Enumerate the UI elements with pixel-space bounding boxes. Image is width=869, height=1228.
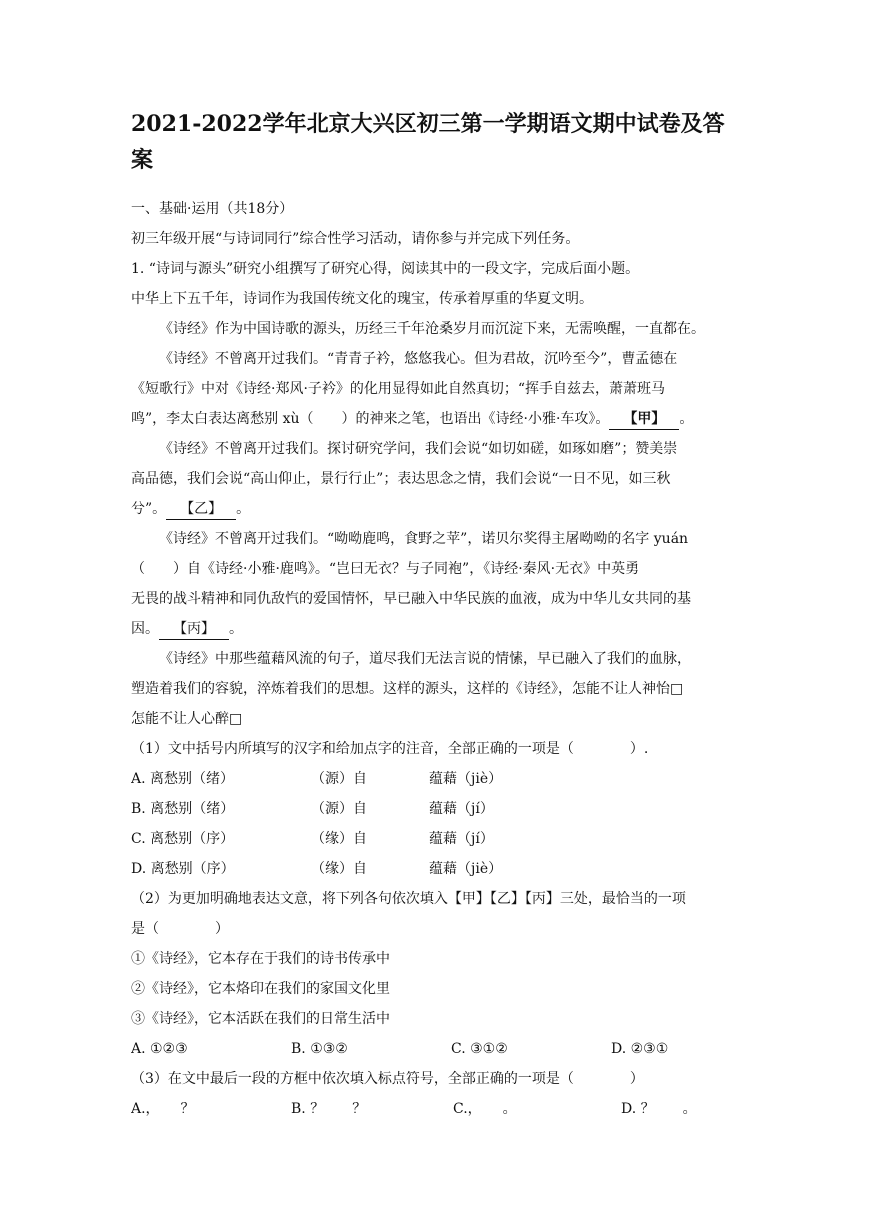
option-part: B. 离愁别（绪） [131,801,235,817]
passage-text: 鸣”，李太白表达离愁别 xù（ ）的神来之笔，也语出《诗经·小雅·车攻》。 [131,411,610,427]
option-part: （源）自 [311,771,367,787]
blank-jia: 【甲】 [609,409,679,430]
passage-line: 中华上下五千年，诗词作为我国传统文化的瑰宝，传承着厚重的华夏文明。 [131,291,593,307]
passage-text: 兮”。 [131,501,167,517]
option: C. ③①② [451,1041,508,1057]
blank-box: □ [670,681,684,697]
option-row [131,1034,741,1064]
passage-line: 《诗经》作为中国诗歌的源头，历经三千年沧桑岁月而沉淀下来，无需唤醒，一直都在。 [159,321,705,337]
option-part: D. 离愁别（序） [131,861,235,877]
option: A. ①②③ [131,1041,188,1057]
option: D. ？ 。 [621,1101,697,1117]
blank-box: □ [229,711,243,727]
option-part: （缘）自 [311,861,367,877]
passage-text: 塑造着我们的容貌，淬炼着我们的思想。这样的源头，这样的《诗经》，怎能不让人神怡 [131,681,670,697]
period: 。 [229,621,243,637]
option-row [131,794,741,824]
blank-bing: 【丙】 [159,619,229,640]
question-1-stem: 1. “诗词与源头”研究小组撰写了研究心得，阅读其中的一段文字，完成后面小题。 [131,261,640,277]
sub-question-2: （2）为更加明确地表达文意，将下列各句依次填入【甲】【乙】【丙】三处，最恰当的一项 [131,891,686,907]
option-part: 蕴藉（jí） [429,831,494,847]
title-line-2: 案 [131,147,154,173]
passage-line: 《诗经》中那些蕴藉风流的句子，道尽我们无法言说的情愫，早已融入了我们的血脉， [159,651,691,667]
intro-text: 初三年级开展“与诗词同行”综合性学习活动，请你参与并完成下列任务。 [131,231,580,247]
option-row [131,824,741,854]
sentence-item: ①《诗经》，它本存在于我们的诗书传承中 [131,951,390,967]
sub-question-3: （3）在文中最后一段的方框中依次填入标点符号，全部正确的一项是（ ） [131,1071,644,1087]
passage-line: 《诗经》不曾离开过我们。“青青子衿，悠悠我心。但为君故，沉吟至今”，曹孟德在 [159,351,678,367]
passage-line: 《诗经》不曾离开过我们。探讨研究学问，我们会说“如切如磋，如琢如磨”；赞美崇 [159,441,678,457]
document-body [131,194,741,1124]
passage-text: 怎能不让人心醉 [131,711,229,727]
passage-line: （ ）自《诗经·小雅·鹿鸣》。“岂曰无衣？与子同袍”，《诗经·秦风·无衣》中英勇 [131,561,640,577]
option-row [131,764,741,794]
option-part: A. 离愁别（绪） [131,771,235,787]
passage-line: 《诗经》不曾离开过我们。“呦呦鹿鸣，食野之苹”，诺贝尔奖得主屠呦呦的名字 yuán [159,531,689,547]
option-part: C. 离愁别（序） [131,831,235,847]
passage-line: 高品德，我们会说“高山仰止，景行行止”；表达思念之情，我们会说“一日不见，如三秋 [131,471,671,487]
option: A.， ？ [131,1101,195,1117]
option-row [131,854,741,884]
option: B. ①③② [291,1041,348,1057]
passage-line: 无畏的战斗精神和同仇敌忾的爱国情怀，早已融入中华民族的血液，成为中华儿女共同的基 [131,591,691,607]
option-part: 蕴藉（jí） [429,801,494,817]
blank-yi: 【乙】 [166,499,236,520]
period: 。 [679,411,694,427]
sentence-item: ③《诗经》，它本活跃在我们的日常生活中 [131,1011,390,1027]
sub-question-1: （1）文中括号内所填写的汉字和给加点字的注音，全部正确的一项是（ ）. [131,741,649,757]
title-line-1: 2021-2022学年北京大兴区初三第一学期语文期中试卷及答 [131,111,725,137]
sub-question-2-cont: 是（ ） [131,921,229,937]
document-title [131,106,751,178]
sentence-item: ②《诗经》，它本烙印在我们的家国文化里 [131,981,390,997]
option: D. ②③① [611,1041,669,1057]
passage-line [131,704,741,734]
option-row [131,1094,741,1124]
passage-text: 因。 [131,621,159,637]
option-part: 蕴藉（jiè） [429,771,503,787]
option-part: （源）自 [311,801,367,817]
passage-line [131,614,741,644]
section-heading: 一、基础·运用（共18分） [131,201,294,217]
option: C.， 。 [453,1101,517,1117]
passage-line [131,494,741,524]
option: B. ？ ？ [291,1101,367,1117]
passage-line [131,404,741,434]
option-part: （缘）自 [311,831,367,847]
period: 。 [236,501,251,517]
passage-line: 《短歌行》中对《诗经·郑风·子衿》的化用显得如此自然真切；“挥手自兹去，萧萧班马 [131,381,666,397]
option-part: 蕴藉（jiè） [429,861,503,877]
passage-line [131,674,741,704]
